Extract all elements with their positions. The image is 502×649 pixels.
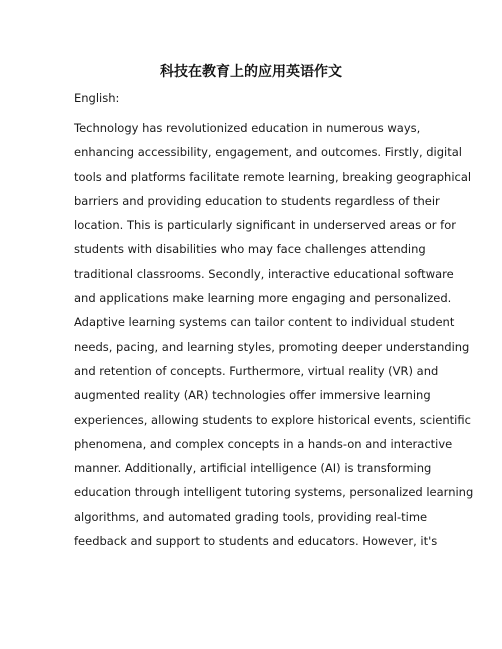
essay-line: barriers and providing education to students regardless of their <box>74 193 440 208</box>
essay-line: phenomena, and complex concepts in a hands-on and interactive <box>74 436 453 451</box>
essay-line: feedback and support to students and educators. However, it's <box>74 534 438 549</box>
essay-body <box>74 116 474 553</box>
essay-line: algorithms, and automated grading tools, providing real-time <box>74 509 428 524</box>
essay-line: traditional classrooms. Secondly, interactive educational software <box>74 266 454 281</box>
essay-line: location. This is particularly significant in underserved areas or for <box>74 218 456 233</box>
essay-line: experiences, allowing students to explore historical events, scientific <box>74 412 471 427</box>
essay-line: enhancing accessibility, engagement, and outcomes. Firstly, digital <box>74 145 462 160</box>
document-title: 科技在教育上的应用英语作文 <box>160 64 342 80</box>
language-label: English: <box>74 91 120 105</box>
essay-line: manner. Additionally, artificial intelligence (AI) is transforming <box>74 461 432 476</box>
essay-line: augmented reality (AR) technologies offer immersive learning <box>74 388 431 403</box>
essay-line: Technology has revolutionized education in numerous ways, <box>74 121 421 135</box>
essay-line: needs, pacing, and learning styles, promoting deeper understanding <box>74 339 470 354</box>
essay-line: students with disabilities who may face challenges attending <box>74 242 426 257</box>
essay-line: education through intelligent tutoring systems, personalized learning <box>74 485 474 500</box>
essay-line: and retention of concepts. Furthermore, virtual reality (VR) and <box>74 363 439 378</box>
essay-line: tools and platforms facilitate remote learning, breaking geographical <box>74 169 472 184</box>
essay-line: Adaptive learning systems can tailor content to individual student <box>74 315 455 330</box>
essay-line: and applications make learning more engaging and personalized. <box>74 291 452 306</box>
